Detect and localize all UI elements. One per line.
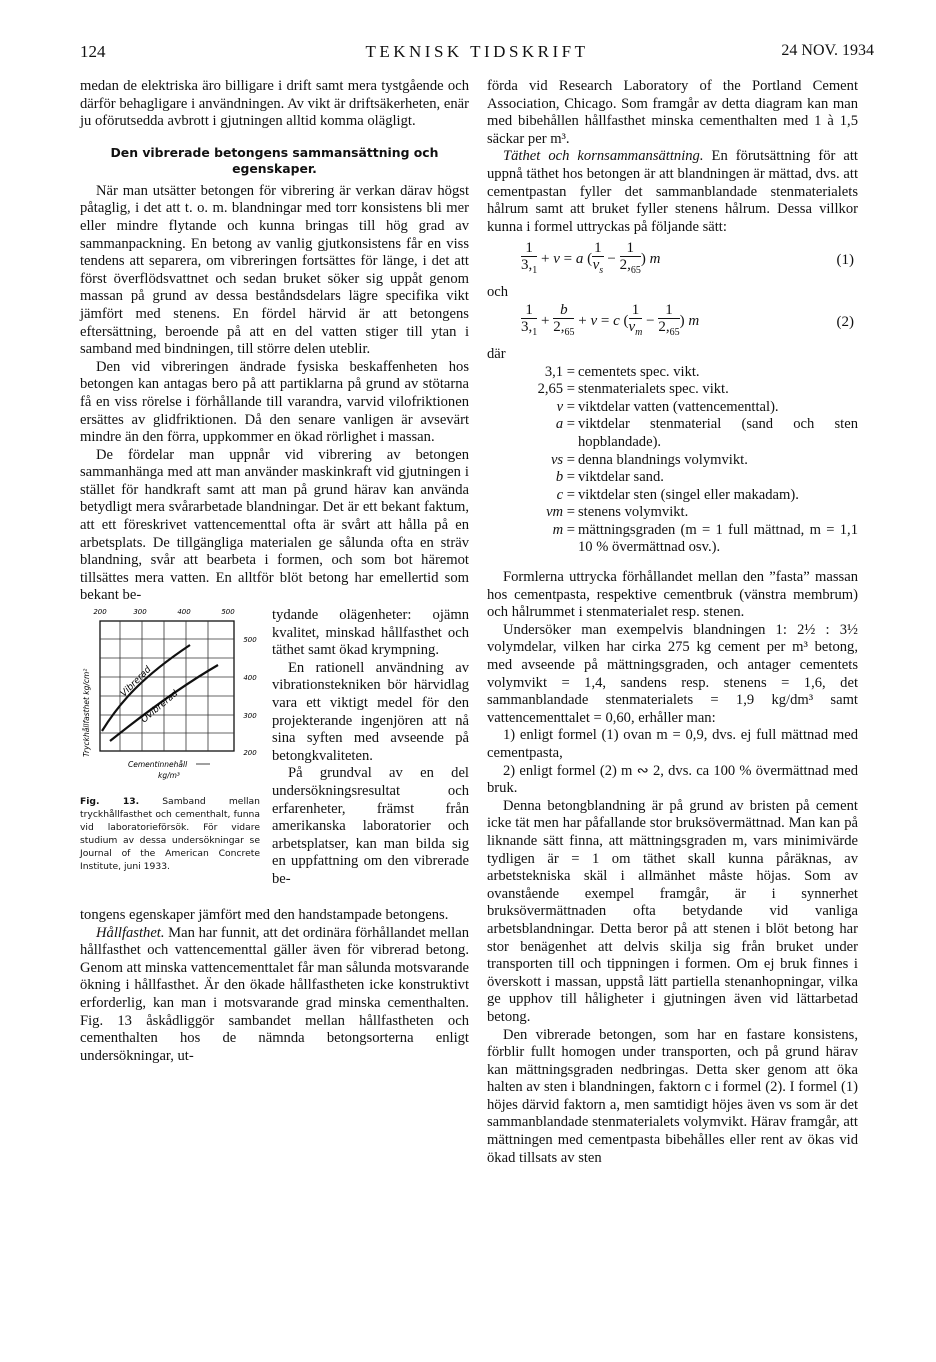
symbol: a xyxy=(555,416,564,433)
connector-word: och xyxy=(487,284,509,301)
left-column xyxy=(80,78,469,1065)
vibrerad-label: Vibrerad xyxy=(119,664,154,700)
ovibrerad-label: Ovibrerad xyxy=(139,688,181,726)
paragraph: Undersöker man exempelvis blandningen 1: 2½ : 3½ volymdelar, vilken har cirka 275 kg cement per m³ betong, med avseende på mättningsgraden, och antager cementets volymvikt = 1,4, sandens resp. stenens = 1,6, det sammanblandade stenmaterialets = 1,9 kg/dm³ samt vattencementtalet = 0,60, erhåller man: xyxy=(487,621,858,726)
definition-row: b = viktdelar sand. xyxy=(517,469,858,487)
x-tick-label: 300 xyxy=(133,608,147,617)
strength-chart xyxy=(80,607,268,793)
symbol: 3,1 xyxy=(544,363,564,380)
definition: stenmaterialets spec. vikt. xyxy=(578,381,729,398)
run-in-heading: Täthet och kornsammansättning. xyxy=(503,148,704,165)
paragraph: Denna betongblandning är på grund av bristen på cement icke tät men har påfallande stor bruksövermättnad. Man kan på liknande sätt finna, att mättningsgraden m, vars minimivärde tydligen är = 1 om täthet skall kunna påräknas, av arbetstekniska skäl i allmänhet måste höjas. Som av ovanstående exempel framgår, är i synnerhet bruksövermättnaden ofta betydande vid vanliga arbetsblandningar. Detta beror på att stenen i blöt betong har stor benägenhet att delvis skilja sig från bruket under transporten till och tippningen i formen. Om ej bruk finnes i överskott i massan, uppstå lätt partiella stenanhopningar, vilka ge upphov till håligheter i gjutningen även vid lättarbetad betong. xyxy=(487,797,858,1025)
x-tick-label: 400 xyxy=(177,608,191,617)
x-axis-label: Cementinnehåll xyxy=(128,760,188,770)
paragraph: tydande olägenheter: ojämn kvalitet, minskad hållfasthet och täthet samt ökad krympning. xyxy=(272,607,469,659)
equation-1: $\frac{1}{3,_1}$ + v = a ( $\frac{1}{v_s}$ − $\frac{1}{2,_{65}}$ ) m (1) xyxy=(521,240,854,277)
paragraph: Den vibrerade betongen, som har en fastare konsistens, förblir fullt homogen under transporten, och på grund härav kan mättningsgraden nedbringas. Detta sker genom att öka halten av sten i blandningen, faktorn c i formel (2). I formel (1) höjes därvid faktorn a, men samtidigt höjes även vs som är det sammanblandade stenmaterialets volymvikt. Härav framgår, att mättningen med cementpasta bibehålles eller rent av ökas vid ökad tillsats av sten xyxy=(487,1026,858,1166)
definition: denna blandnings volymvikt. xyxy=(578,451,748,468)
symbol-definitions xyxy=(517,364,858,558)
section-heading: Den vibrerade betongens sammansättning och egenskaper. xyxy=(110,144,439,176)
definition: viktdelar sand. xyxy=(578,469,664,486)
caption-text: Samband mellan tryckhållfasthet och cementhalt, funna vid laboratorieförsök. För vidare studium av dessa undersökningar se Journal of the American Concrete Institute, juni 1933. xyxy=(80,796,261,873)
x-tick-label: 200 xyxy=(93,608,107,617)
symbol: vm xyxy=(546,504,564,521)
definition-row: 3,1 = cementets spec. vikt. xyxy=(517,364,858,382)
run-in-heading: Hållfasthet. xyxy=(96,924,165,941)
paragraph: 2) enligt formel (2) m ∾ 2, dvs. ca 100 % övermättnad med bruk. xyxy=(487,762,858,797)
definition-row: v = viktdelar vatten (vattencementtal). xyxy=(517,399,858,417)
definition-row: vm = stenens volymvikt. xyxy=(517,504,858,522)
definition: viktdelar sten (singel eller makadam). xyxy=(578,486,799,503)
paragraph: Den vid vibreringen ändrade fysiska beskaffenheten hos betongen kan antagas bero på att partiklarna på grund av stötarna få en viss rörelse i förhållande till varandra, varvid vilofriktionen ersättes av glidfriktionen. Då den senare vanligen är avsevärt mindre än den förra, uppkommer en ökad rörlighet i massan. xyxy=(80,358,469,446)
paragraph: På grundval av en del undersökningsresultat och erfarenheter, främst från amerikanska laboratorier och arbetsplatser, kan man bilda sig en uppfattning om den vibrerade be- xyxy=(272,765,469,887)
connector-word: där xyxy=(487,345,506,362)
y-tick-label: 300 xyxy=(243,712,257,721)
definition-row: m = mättningsgraden (m = 1 full mättnad, m = 1,1 10 % övermättnad osv.). xyxy=(552,521,858,556)
symbol: c xyxy=(556,486,564,503)
y-tick-label: 500 xyxy=(243,636,257,645)
equation-number: (2) xyxy=(836,313,854,330)
figure-13 xyxy=(80,607,469,907)
definition: stenens volymvikt. xyxy=(578,504,689,521)
gridlines xyxy=(100,621,234,751)
page-header xyxy=(80,42,874,66)
equation-2: $\frac{1}{3,_1}$ + $\frac{b}{2,_{65}}$ + v = c ( $\frac{1}{v_m}$ − $\frac{1}{2,_{65}}$ ) m (2) xyxy=(521,301,854,338)
figure-caption xyxy=(80,795,260,873)
definition-row: 2,65 = stenmaterialets spec. vikt. xyxy=(517,381,858,399)
definition: mättningsgraden (m = 1 full mättnad, m = 1,1 10 % övermättnad osv.). xyxy=(578,521,858,556)
paragraph xyxy=(80,925,469,1066)
paragraph: Formlerna uttrycka förhållandet mellan den ”fasta” massan hos cementpasta, respektive cementbruk (vänstra membrum) och hålrummet i stenmaterialet resp. stenen. xyxy=(487,569,858,621)
paragraph: De fördelar man uppnår vid vibrering av betongen sammanhänga med att man använder maskinkraft vid gjutningen i stället för handkraft samt att man på grund härav kan använda betydligt mera svårarbetade blandningar. Det är ett bekant faktum, att ett föreskrivet vattencementtal ofta är svårt att hålla på en arbetsplats. De tillgängliga materialen ge sålunda ofta en sträv blandning, svår att bearbeta i formen, och som bot häremot tillsättes mera vatten. En alltför blöt betong har emellertid som bekant be- xyxy=(80,446,469,604)
page-number: 124 xyxy=(80,42,106,61)
definition-row: c = viktdelar sten (singel eller makadam). xyxy=(517,487,858,505)
paragraph-text: Man har funnit, att det ordinära förhållandet mellan hållfasthet och vattencementtal gäller även för vibrerad betong. Genom att minska vattencementtalet får man sålunda motsvarande ökning i hållfasthet. Är den ökade hållfastheten icke konstruktivt erforderlig, kan man i motsvarande grad minska cementhalten. Fig. 13 åskådliggör sambandet mellan hållfastheten och cementhalten hos de nämnda betongsorterna enligt undersökningar, ut- xyxy=(80,924,469,1064)
x-axis-unit: kg/m³ xyxy=(158,771,180,781)
paragraph: En rationell användning av vibrationstekniken bör härvidlag vara ett viktigt medel för den projekterande ingenjören att nå sina syften med avseende på betongkvaliteten. xyxy=(272,659,469,764)
figure-chart xyxy=(80,607,268,799)
caption-label: Fig. 13. xyxy=(80,796,140,808)
x-tick-label: 500 xyxy=(221,608,235,617)
equation-number: (1) xyxy=(836,252,854,269)
symbol: 2,65 xyxy=(537,381,564,398)
paragraph: 1) enligt formel (1) ovan m = 0,9, dvs. ej full mättnad med cementpasta, xyxy=(487,727,858,761)
paragraph: medan de elektriska äro billigare i drift samt mera tystgående och därför behagligare i användningen. Av vikt är driftsäkerheten, enär ju oförutsedda avbrott i gjutningen alltid komma olägligt. xyxy=(80,78,469,130)
y-tick-label: 400 xyxy=(243,674,257,683)
symbol: m xyxy=(552,521,564,538)
definition: cementets spec. vikt. xyxy=(578,363,700,380)
wrapped-text xyxy=(272,607,469,889)
paragraph: När man utsätter betongen för vibrering är verkan därav högst påtaglig, i det att t. o. m. blandningar med torr konsistens bli mer eller mindre flytande och kunna bringas till hög grad av sammanpackning. En betong av vanlig gjutkonsistens får en viss tendens att separera, om vibreringen fortsättes för länge, i det att först överflödsvattnet och sedan bruket söker sig uppåt genom massan på grund av dessa beståndsdelars lägre specifika vikt jämfört med stenens. En fördel härvid är att betongens eftersättning, beroende på att en del vatten stiger till ytan i samband med bindningen, till större delen uteblir. xyxy=(80,182,469,358)
definition-row: a = viktdelar stenmaterial (sand och sten hopblandade). xyxy=(555,416,858,450)
paragraph-text: En förutsättning för att uppnå täthet hos betongen är att blandningen är mättad, dvs. att cementpastan fyller det sammanblandade stenmaterialets hålrum samt att bruket fyller stenens hålrum. Dessa villkor kunna i formel uttryckas på följande sätt: xyxy=(487,148,858,235)
definition: viktdelar stenmaterial (sand och sten hopblandade). xyxy=(578,416,858,450)
issue-date: 24 NOV. 1934 xyxy=(781,42,874,59)
paragraph: tongens egenskaper jämfört med den handstampade betongens. xyxy=(80,907,449,924)
y-tick-label: 200 xyxy=(243,749,257,758)
symbol: v xyxy=(556,398,564,415)
right-column xyxy=(487,78,858,1167)
definition: viktdelar vatten (vattencementtal). xyxy=(578,398,779,415)
paragraph xyxy=(487,148,858,236)
journal-title: TEKNISK TIDSKRIFT xyxy=(365,42,589,61)
symbol: vs xyxy=(550,451,564,468)
symbol: b xyxy=(555,469,564,486)
y-axis-label: Tryckhållfasthet kg/cm² xyxy=(82,668,91,758)
paragraph: förda vid Research Laboratory of the Portland Cement Association, Chicago. Som framgår av detta diagram kan man med bibehållen hållfasthet minska cementhalten med 1 à 1,5 säckar per m³. xyxy=(487,78,858,147)
definition-row: vs = denna blandnings volymvikt. xyxy=(517,452,858,470)
